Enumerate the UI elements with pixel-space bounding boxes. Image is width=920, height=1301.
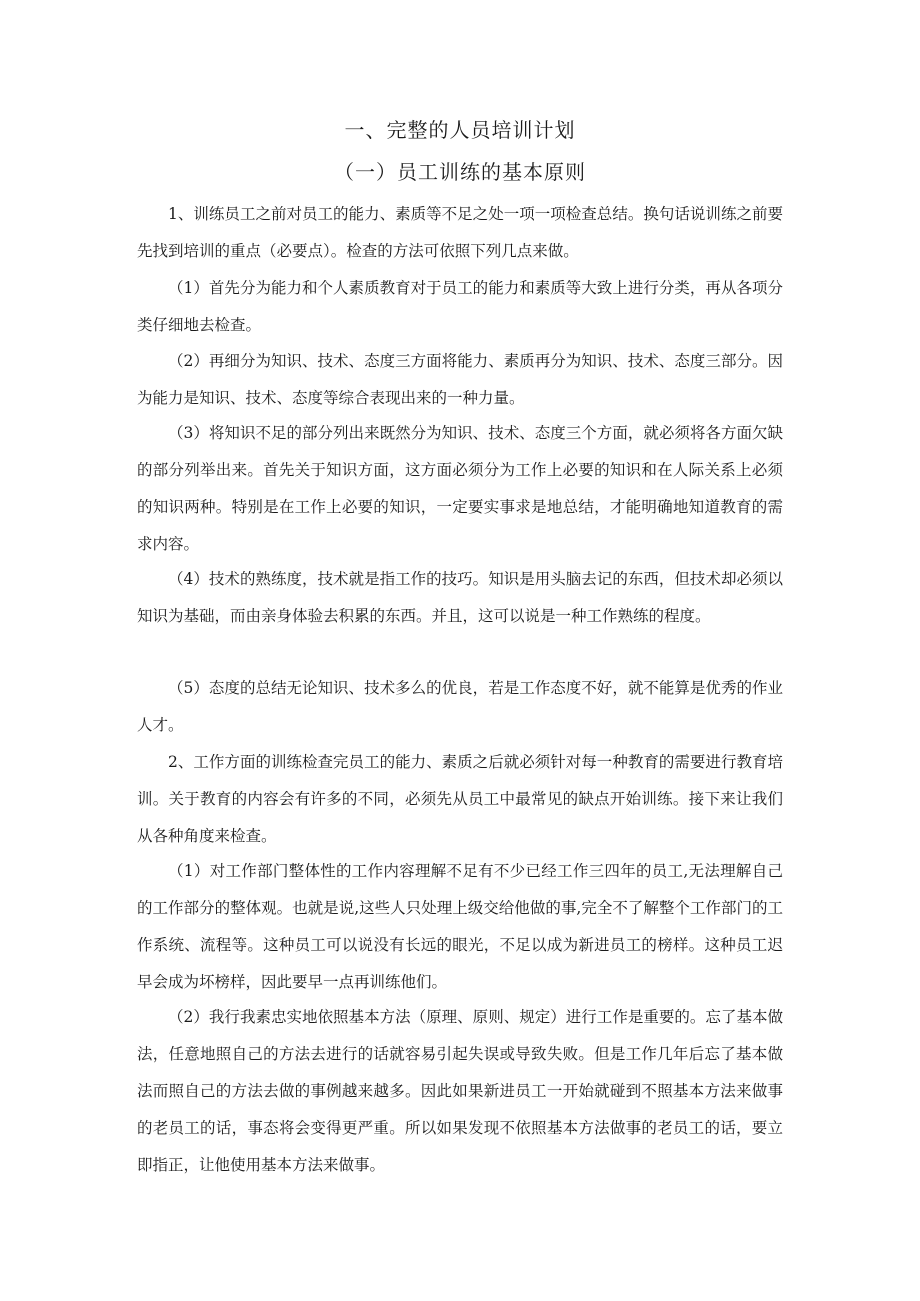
document-title: 一、完整的人员培训计划 [344,118,576,142]
paragraph-work-item-2: （2）我行我素忠实地依照基本方法（原理、原则、规定）进行工作是重要的。忘了基本做法，任意地照自己的方法去进行的话就容易引起失误或导致失败。但是工作几年后忘了基本做法而照自己的方法去做的事例越来越多。因此如果新进员工一开始就碰到不照基本方法来做事的老员工的话，事态将会变得更严重。所以如果发现不依照基本方法做事的老员工的话，要立即指正，让他使用基本方法来做事。 [137,1008,783,1174]
paragraph-work-training: 2、工作方面的训练检查完员工的能力、素质之后就必须针对每一种教育的需要进行教育培训。关于教育的内容会有许多的不同，必须先从员工中最常见的缺点开始训练。接下来让我们从各种角度来检查。 [137,753,783,845]
paragraph-item-4: （4）技术的熟练度，技术就是指工作的技巧。知识是用头脑去记的东西，但技术却必须以知识为基础，而由亲身体验去积累的东西。并且，这可以说是一种工作熟练的程度。 [137,570,783,625]
paragraph-item-5: （5）态度的总结无论知识、技术多么的优良，若是工作态度不好，就不能算是优秀的作业人才。 [137,679,783,734]
paragraph-item-1: （1）首先分为能力和个人素质教育对于员工的能力和素质等大致上进行分类，再从各项分类仔细地去检查。 [137,279,783,334]
paragraph-work-item-1: （1）对工作部门整体性的工作内容理解不足有不少已经工作三四年的员工,无法理解自己的工作部分的整体观。也就是说,这些人只处理上级交给他做的事,完全不了解整个工作部门的工作系统、流程等。这种员工可以说没有长远的眼光，不足以成为新进员工的榜样。这种员工迟早会成为坏榜样，因此要早一点再训练他们。 [137,862,783,991]
paragraph-item-2: （2）再细分为知识、技术、态度三方面将能力、素质再分为知识、技术、态度三部分。因为能力是知识、技术、态度等综合表现出来的一种力量。 [137,352,783,407]
paragraph-training-check: 1、训练员工之前对员工的能力、素质等不足之处一项一项检查总结。换句话说训练之前要先找到培训的重点（必要点）。检查的方法可依照下列几点来做。 [137,205,783,260]
paragraph-item-3: （3）将知识不足的部分列出来既然分为知识、技术、态度三个方面，就必须将各方面欠缺的部分列举出来。首先关于知识方面，这方面必须分为工作上必要的知识和在人际关系上必须的知识两种。特别是在工作上必要的知识，一定要实事求是地总结，才能明确地知道教育的需求内容。 [137,424,783,553]
section-heading: （一）员工训练的基本原则 [334,160,586,184]
